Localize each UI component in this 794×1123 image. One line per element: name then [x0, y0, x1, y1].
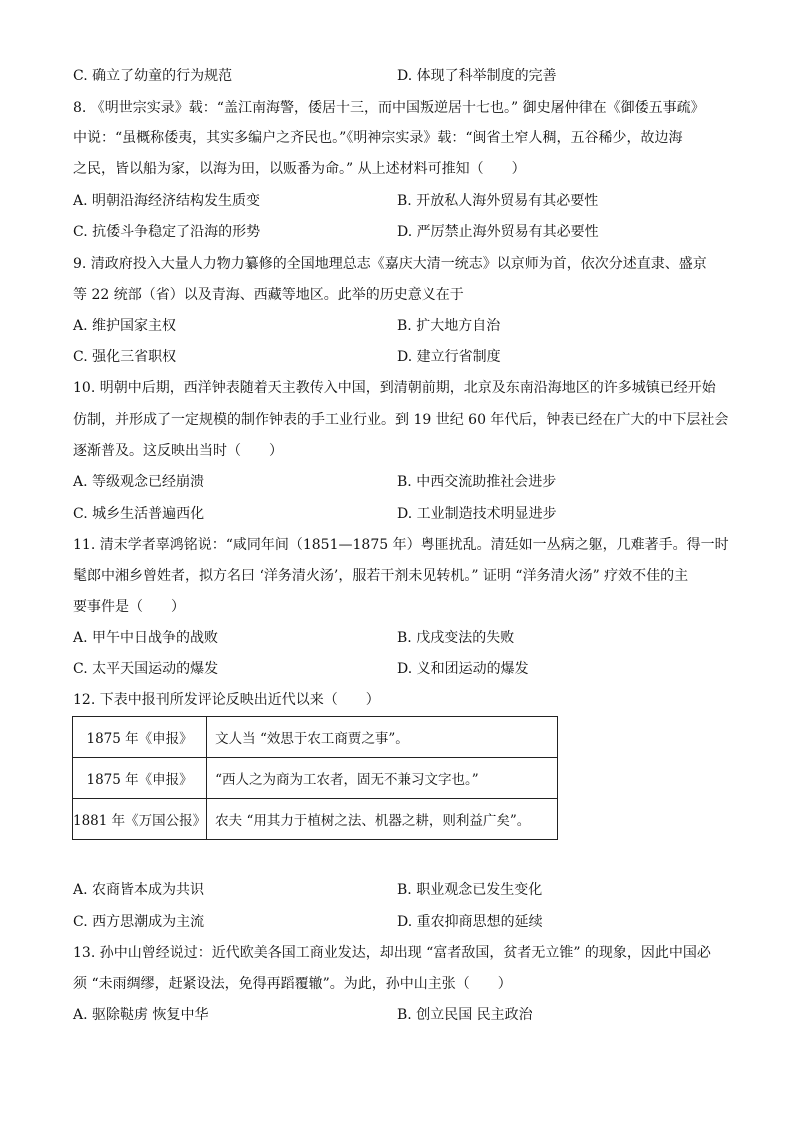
- q8-stem-line-3: 之民，皆以船为家，以海为田，以贩番为命。” 从上述材料可推知（ ）: [73, 161, 526, 177]
- table-cell-source: 1881 年《万国公报》: [73, 799, 207, 840]
- q8-stem-line-2: 中说：“虽概称倭夷，其实多编户之齐民也。”《明神宗实录》载：“闽省土窄人稠，五谷稀少，故边海: [73, 130, 683, 146]
- q13-option-b: B. 创立民国 民主政治: [397, 1007, 533, 1023]
- table-cell-quote: 文人当 “效思于农工商贾之事”。: [207, 717, 558, 758]
- q9-option-b: B. 扩大地方自治: [397, 318, 501, 334]
- q11-option-b: B. 戊戌变法的失败: [397, 630, 515, 646]
- table-cell-source: 1875 年《申报》: [73, 758, 207, 799]
- q12-option-b: B. 职业观念已发生变化: [397, 882, 543, 898]
- q9-option-d: D. 建立行省制度: [397, 349, 501, 365]
- q9-option-c: C. 强化三省职权: [73, 349, 177, 365]
- q10-stem-line-1: 10. 明朝中后期，西洋钟表随着天主教传入中国，到清朝前期，北京及东南沿海地区的许多城镇已经开始: [73, 380, 716, 396]
- q9-stem-line-1: 9. 清政府投入大量人力物力纂修的全国地理总志《嘉庆大清一统志》以京师为首，依次分述直隶、盛京: [73, 256, 707, 272]
- q11-stem-line-2: 髦郎中湘乡曾姓者，拟方名曰 ‘洋务清火汤’，服若干剂未见转机。” 证明 “洋务清火汤” 疗效不佳的主: [73, 568, 689, 584]
- q10-option-c: C. 城乡生活普遍西化: [73, 506, 205, 522]
- q7-option-d: D. 体现了科举制度的完善: [397, 68, 557, 84]
- q7-option-c: C. 确立了幼童的行为规范: [73, 68, 233, 84]
- q10-option-b: B. 中西交流助推社会进步: [397, 474, 557, 490]
- q11-option-d: D. 义和团运动的爆发: [397, 661, 529, 677]
- q10-option-d: D. 工业制造技术明显进步: [397, 506, 557, 522]
- table-row: [73, 799, 558, 840]
- q9-stem-line-2: 等 22 统部（省）以及青海、西藏等地区。此举的历史意义在于: [73, 287, 464, 303]
- q10-option-a: A. 等级观念已经崩溃: [73, 474, 205, 490]
- table-cell-quote: 农夫 “用其力于植树之法、机器之耕，则利益广矣”。: [207, 799, 558, 840]
- q12-stem: 12. 下表中报刊所发评论反映出近代以来（ ）: [73, 692, 380, 708]
- q10-stem-line-3: 逐渐普及。这反映出当时（ ）: [73, 443, 283, 459]
- q13-stem-line-1: 13. 孙中山曾经说过：近代欧美各国工商业发达，却出现 “富者敌国，贫者无立锥” 的现象，因此中国必: [73, 945, 711, 961]
- q8-option-d: D. 严厉禁止海外贸易有其必要性: [397, 224, 599, 240]
- table-row: [73, 717, 558, 758]
- table-row: [73, 758, 558, 799]
- q8-option-a: A. 明朝沿海经济结构发生质变: [73, 193, 261, 209]
- q12-option-c: C. 西方思潮成为主流: [73, 914, 205, 930]
- q13-stem-line-2: 须 “未雨绸缪，赶紧设法，免得再蹈覆辙”。为此，孙中山主张（ ）: [73, 976, 512, 992]
- table-cell-source: 1875 年《申报》: [73, 717, 207, 758]
- q11-stem-line-3: 要事件是（ ）: [73, 599, 185, 615]
- q8-stem-line-1: 8. 《明世宗实录》载：“盖江南海警，倭居十三，而中国叛逆居十七也。” 御史屠仲律在《御倭五事疏》: [73, 100, 705, 116]
- q8-option-c: C. 抗倭斗争稳定了沿海的形势: [73, 224, 261, 240]
- q11-option-c: C. 太平天国运动的爆发: [73, 661, 219, 677]
- q12-table: [72, 716, 558, 840]
- q13-option-a: A. 驱除鞑虏 恢复中华: [73, 1007, 209, 1023]
- q12-option-d: D. 重农抑商思想的延续: [397, 914, 543, 930]
- q12-option-a: A. 农商皆本成为共识: [73, 882, 205, 898]
- q8-option-b: B. 开放私人海外贸易有其必要性: [397, 193, 599, 209]
- q9-option-a: A. 维护国家主权: [73, 318, 177, 334]
- q10-stem-line-2: 仿制，并形成了一定规模的制作钟表的手工业行业。到 19 世纪 60 年代后，钟表已经在广大的中下层社会: [73, 412, 729, 428]
- table-cell-quote: “西人之为商为工农者，固无不兼习文字也。”: [207, 758, 558, 799]
- q11-option-a: A. 甲午中日战争的战败: [73, 630, 219, 646]
- q11-stem-line-1: 11. 清末学者辜鸿铭说：“咸同年间（1851—1875 年）粤匪扰乱。清廷如一丛病之躯，几难著手。得一时: [73, 537, 729, 553]
